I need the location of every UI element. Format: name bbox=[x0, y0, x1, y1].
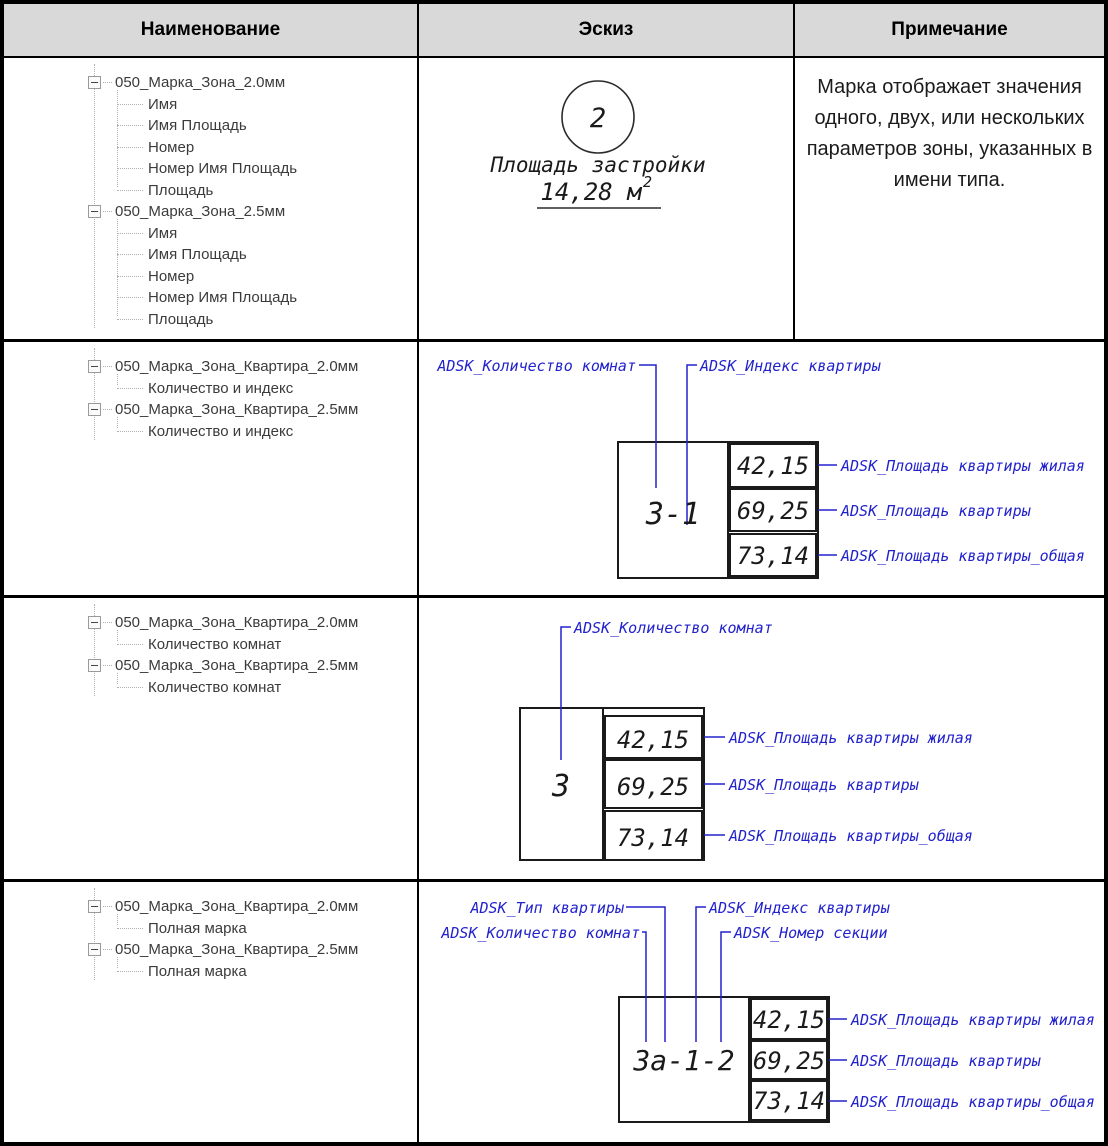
tree-family-label: 050_Марка_Зона_Квартира_2.0мм bbox=[115, 614, 359, 632]
tree-type-label: Номер bbox=[148, 267, 195, 285]
tree-family-item[interactable] bbox=[84, 896, 417, 918]
tree-type-item[interactable] bbox=[117, 918, 417, 940]
tree-type-item[interactable] bbox=[117, 94, 417, 116]
area-value: 73,14 bbox=[752, 1087, 826, 1115]
apartment-tag-sketch bbox=[419, 882, 1104, 1142]
tree-family-item[interactable] bbox=[84, 939, 417, 961]
tree-type-item[interactable] bbox=[117, 158, 417, 180]
param-label-area: ADSK_Площадь квартиры bbox=[729, 776, 919, 794]
area-value: 42,15 bbox=[616, 726, 690, 754]
table-row bbox=[4, 58, 1104, 339]
header-name: Наименование bbox=[4, 4, 419, 56]
tree-type-label: Количество комнат bbox=[148, 635, 282, 653]
area-value: 42,15 bbox=[752, 1006, 826, 1034]
tree-group bbox=[84, 612, 417, 655]
tree-group bbox=[84, 655, 417, 698]
tree-family-label: 050_Марка_Зона_Квартира_2.0мм bbox=[115, 898, 359, 916]
family-type-tree bbox=[84, 72, 417, 330]
tree-connector bbox=[103, 82, 112, 83]
param-label-index: ADSK_Индекс квартиры bbox=[709, 899, 890, 917]
tree-type-item[interactable] bbox=[117, 634, 417, 656]
tree-connector bbox=[103, 366, 112, 367]
tree-family-item[interactable] bbox=[84, 612, 417, 634]
tag-value: 3 bbox=[551, 769, 571, 804]
tree-connector bbox=[103, 211, 112, 212]
tree-type-label: Номер Имя Площадь bbox=[148, 160, 298, 178]
tag-value: 3-1 bbox=[645, 497, 701, 532]
tree-type-item[interactable] bbox=[117, 378, 417, 400]
tree-family-item[interactable] bbox=[84, 399, 417, 421]
collapse-icon[interactable] bbox=[88, 659, 101, 672]
sketch-cell bbox=[419, 342, 1104, 595]
param-label-area-living: ADSK_Площадь квартиры жилая bbox=[851, 1011, 1095, 1029]
tree-family-label: 050_Марка_Зона_2.0мм bbox=[115, 74, 286, 92]
tree-type-label: Полная марка bbox=[148, 962, 247, 980]
tree-type-label: Количество и индекс bbox=[148, 422, 294, 440]
tree-type-label: Имя Площадь bbox=[148, 246, 247, 264]
tag-value: 3а-1-2 bbox=[633, 1044, 735, 1077]
tree-connector bbox=[103, 665, 112, 666]
apartment-tag-sketch bbox=[419, 598, 1104, 879]
param-label-area-total: ADSK_Площадь квартиры_общая bbox=[841, 547, 1085, 565]
tree-family-label: 050_Марка_Зона_Квартира_2.5мм bbox=[115, 941, 359, 959]
tree-type-item[interactable] bbox=[117, 677, 417, 699]
collapse-icon[interactable] bbox=[88, 360, 101, 373]
tree-type-label: Площадь bbox=[148, 310, 214, 328]
sketch-cell bbox=[419, 598, 1104, 879]
leader-room-count bbox=[561, 627, 571, 760]
zone-area-value: 14,28 м bbox=[540, 178, 642, 206]
tree-group bbox=[84, 201, 417, 330]
collapse-icon[interactable] bbox=[88, 205, 101, 218]
apartment-tag-sketch bbox=[419, 342, 1104, 595]
family-type-tree bbox=[84, 612, 417, 698]
tree-type-label: Номер bbox=[148, 138, 195, 156]
tree-type-item[interactable] bbox=[117, 180, 417, 202]
area-value: 42,15 bbox=[736, 452, 810, 480]
area-value: 73,14 bbox=[736, 542, 810, 570]
tree-family-label: 050_Марка_Зона_Квартира_2.0мм bbox=[115, 358, 359, 376]
param-label-index: ADSK_Индекс квартиры bbox=[700, 357, 881, 375]
tree-type-item[interactable] bbox=[117, 115, 417, 137]
tree-connector bbox=[103, 949, 112, 950]
tree-family-item[interactable] bbox=[84, 356, 417, 378]
param-label-area-total: ADSK_Площадь квартиры_общая bbox=[729, 827, 973, 845]
area-value: 73,14 bbox=[616, 824, 690, 852]
area-value: 69,25 bbox=[616, 773, 690, 801]
tree-type-label: Номер Имя Площадь bbox=[148, 289, 298, 307]
table-row bbox=[4, 879, 1104, 1142]
header-sketch: Эскиз bbox=[419, 4, 795, 56]
area-value: 69,25 bbox=[752, 1047, 826, 1075]
tree-connector bbox=[103, 622, 112, 623]
param-label-area: ADSK_Площадь квартиры bbox=[841, 502, 1031, 520]
tree-type-label: Имя Площадь bbox=[148, 117, 247, 135]
tree-type-label: Площадь bbox=[148, 181, 214, 199]
tree-connector bbox=[103, 906, 112, 907]
param-label-area-living: ADSK_Площадь квартиры жилая bbox=[841, 457, 1085, 475]
param-label-section-number: ADSK_Номер секции bbox=[734, 924, 888, 942]
leader-index bbox=[696, 907, 706, 1042]
tree-type-item[interactable] bbox=[117, 961, 417, 983]
tree-group bbox=[84, 72, 417, 201]
leader-room-count bbox=[642, 932, 646, 1042]
leader-section-number bbox=[721, 932, 731, 1042]
tree-type-item[interactable] bbox=[117, 421, 417, 443]
param-label-room-count: ADSK_Количество комнат bbox=[574, 619, 773, 637]
tree-type-item[interactable] bbox=[117, 287, 417, 309]
tree-type-item[interactable] bbox=[117, 266, 417, 288]
zone-number: 2 bbox=[589, 103, 607, 134]
tree-type-item[interactable] bbox=[117, 223, 417, 245]
tree-family-item[interactable] bbox=[84, 72, 417, 94]
family-type-tree bbox=[84, 896, 417, 982]
tree-type-label: Имя bbox=[148, 95, 178, 113]
tree-group bbox=[84, 399, 417, 442]
zone-tag-sketch bbox=[419, 58, 793, 339]
collapse-icon[interactable] bbox=[88, 616, 101, 629]
header-note: Примечание bbox=[891, 19, 1008, 40]
zone-name-caption: Площадь застройки bbox=[490, 153, 706, 177]
param-label-room-count: ADSK_Количество комнат bbox=[437, 357, 636, 375]
area-value: 69,25 bbox=[736, 497, 810, 525]
tree-type-label: Полная марка bbox=[148, 919, 247, 937]
table-row bbox=[4, 595, 1104, 879]
collapse-icon[interactable] bbox=[88, 943, 101, 956]
param-label-apt-type: ADSK_Тип квартиры bbox=[470, 899, 624, 917]
tree-type-label: Количество комнат bbox=[148, 678, 282, 696]
tree-type-label: Количество и индекс bbox=[148, 379, 294, 397]
param-label-area-total: ADSK_Площадь квартиры_общая bbox=[851, 1093, 1095, 1111]
param-label-area: ADSK_Площадь квартиры bbox=[851, 1052, 1041, 1070]
tree-group bbox=[84, 356, 417, 399]
family-type-tree bbox=[84, 356, 417, 442]
name-cell bbox=[4, 58, 419, 339]
table-header bbox=[4, 4, 1104, 58]
tree-group bbox=[84, 939, 417, 982]
name-cell bbox=[4, 882, 419, 1142]
param-label-room-count: ADSK_Количество комнат bbox=[441, 924, 640, 942]
note-cell bbox=[795, 58, 1104, 339]
tree-type-item[interactable] bbox=[117, 137, 417, 159]
tree-type-item[interactable] bbox=[117, 244, 417, 266]
tree-connector bbox=[103, 409, 112, 410]
zone-area-superscript: 2 bbox=[643, 173, 653, 191]
tree-family-item[interactable] bbox=[84, 201, 417, 223]
tree-family-item[interactable] bbox=[84, 655, 417, 677]
collapse-icon[interactable] bbox=[88, 403, 101, 416]
name-cell bbox=[4, 598, 419, 879]
sketch-cell bbox=[419, 58, 795, 339]
collapse-icon[interactable] bbox=[88, 76, 101, 89]
sketch-cell bbox=[419, 882, 1104, 1142]
table-row bbox=[4, 339, 1104, 595]
leader-room-count bbox=[639, 365, 656, 488]
note-text: Марка отображает значения одного, двух, или нескольких параметров зоны, указанных в имени типа. bbox=[806, 76, 1093, 191]
collapse-icon[interactable] bbox=[88, 900, 101, 913]
tree-family-label: 050_Марка_Зона_2.5мм bbox=[115, 203, 286, 221]
tree-family-label: 050_Марка_Зона_Квартира_2.5мм bbox=[115, 657, 359, 675]
tree-group bbox=[84, 896, 417, 939]
tree-type-item[interactable] bbox=[117, 309, 417, 331]
name-cell bbox=[4, 342, 419, 595]
tree-type-label: Имя bbox=[148, 224, 178, 242]
tree-family-label: 050_Марка_Зона_Квартира_2.5мм bbox=[115, 401, 359, 419]
param-label-area-living: ADSK_Площадь квартиры жилая bbox=[729, 729, 973, 747]
